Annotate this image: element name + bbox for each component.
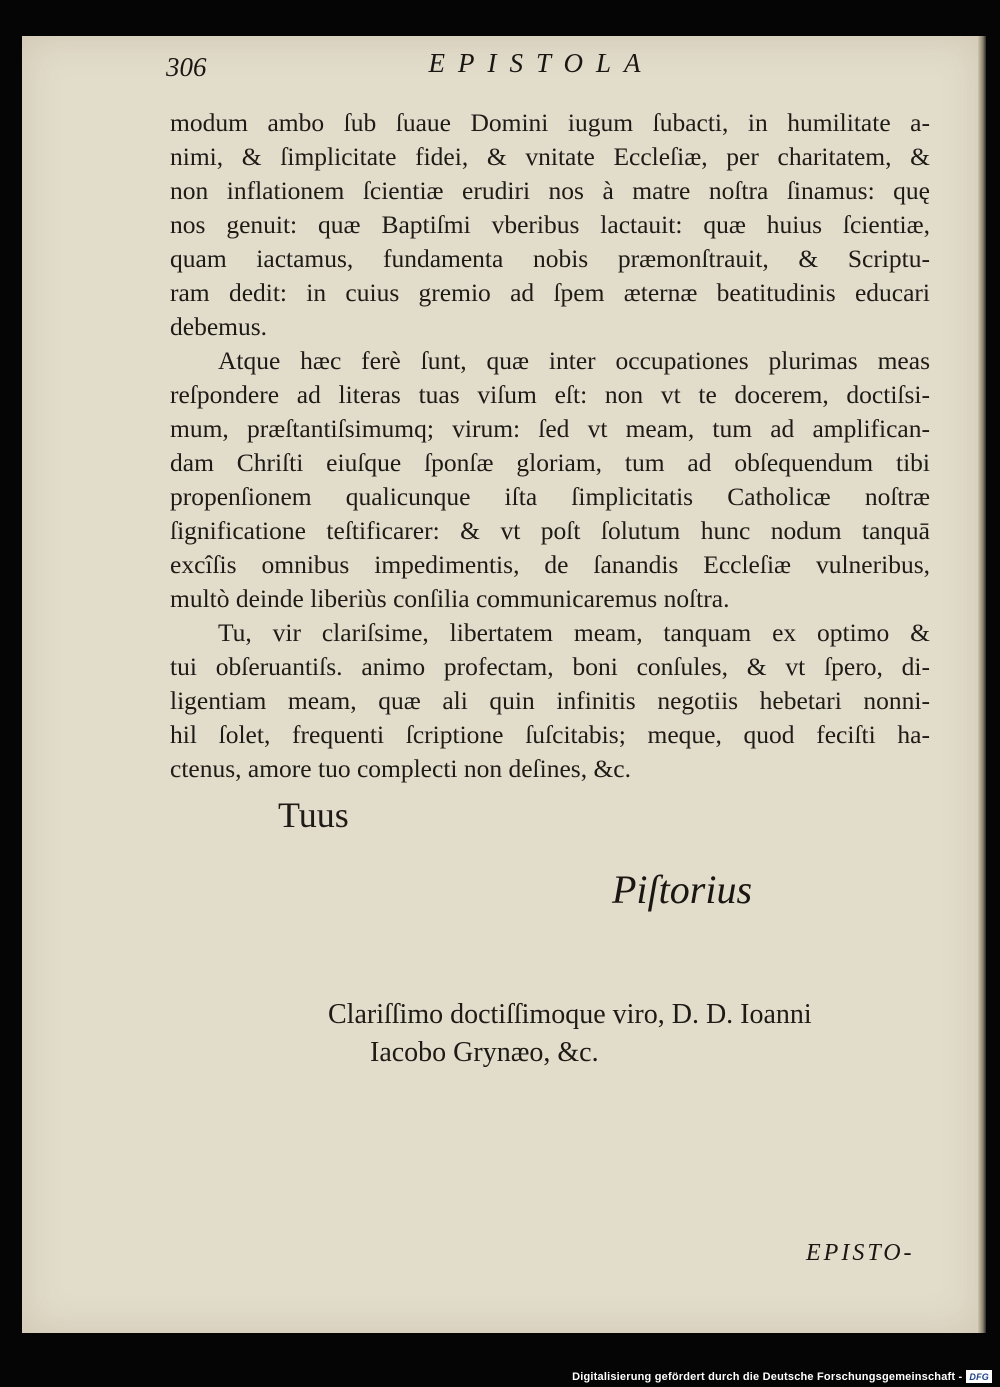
- book-page: [22, 36, 980, 1333]
- letter-body: [170, 106, 930, 786]
- text-line: ctenus, amore tuo complecti non deſines, &c.: [170, 754, 631, 783]
- text-line: nos genuit: quæ Baptiſmi vberibus lactauit: quæ huius ſcientiæ,: [170, 210, 930, 239]
- page-edge: [978, 36, 986, 1333]
- text-line: ram dedit: in cuius gremio ad ſpem æternæ beatitudinis educari: [170, 278, 930, 307]
- text-line: tui obſeruantiſs. animo profectam, boni conſules, & vt ſpero, di-: [170, 652, 930, 681]
- text-line: ligentiam meam, quæ ali quin infinitis negotiis hebetari nonni-: [170, 686, 930, 715]
- catchword: EPISTO-: [806, 1240, 915, 1266]
- text-line: modum ambo ſub ſuaue Domini iugum ſubacti, in humilitate a-: [170, 108, 930, 137]
- running-head: EPISTOLA: [428, 48, 654, 78]
- page-number: 306: [166, 52, 207, 82]
- text-line: multò deinde liberiùs conſilia communicaremus noſtra.: [170, 584, 730, 613]
- text-line: ſignificatione teſtificarer: & vt poſt ſolutum hunc nodum tanquā: [170, 516, 930, 545]
- dfg-logo-icon: DFG: [966, 1370, 992, 1383]
- addressee-line: Iacobo Grynæo, &c.: [370, 1037, 599, 1068]
- paragraph-start-line: Atque hæc ferè ſunt, quæ inter occupationes plurimas meas: [218, 346, 930, 375]
- text-line: hil ſolet, frequenti ſcriptione ſuſcitabis; meque, quod feciſti ha-: [170, 720, 930, 749]
- valediction: Tuus: [278, 795, 349, 835]
- paragraph-start-line: Tu, vir clariſsime, libertatem meam, tanquam ex optimo &: [218, 618, 930, 647]
- text-line: quam iactamus, fundamenta nobis præmonſtrauit, & Scriptu-: [170, 244, 930, 273]
- addressee-block: [328, 996, 948, 1072]
- text-line: non inflationem ſcientiæ erudiri nos à matre noſtra ſinamus: quę: [170, 176, 930, 205]
- text-line: debemus.: [170, 312, 268, 341]
- text-line: reſpondere ad literas tuas viſum eſt: non vt te docerem, doctiſsi-: [170, 380, 930, 409]
- addressee-line: Clariſſimo doctiſſimoque viro, D. D. Ioanni: [328, 999, 812, 1030]
- funding-credit: Digitalisierung gefördert durch die Deutsche Forschungsgemeinschaft -: [572, 1370, 963, 1383]
- text-line: propenſionem qualicunque iſta ſimplicitatis Catholicæ noſtræ: [170, 482, 930, 511]
- text-line: nimi, & ſimplicitate fidei, & vnitate Eccleſiæ, per charitatem, &: [170, 142, 930, 171]
- signature: Piſtorius: [612, 867, 753, 912]
- text-line: excîſis omnibus impedimentis, de ſanandis Eccleſiæ vulneribus,: [170, 550, 930, 579]
- text-line: mum, præſtantiſsimumq; virum: ſed vt meam, tum ad amplifican-: [170, 414, 930, 443]
- digitization-footer: [572, 1370, 992, 1383]
- text-line: dam Chriſti eiuſque ſponſæ gloriam, tum ad obſequendum tibi: [170, 448, 930, 477]
